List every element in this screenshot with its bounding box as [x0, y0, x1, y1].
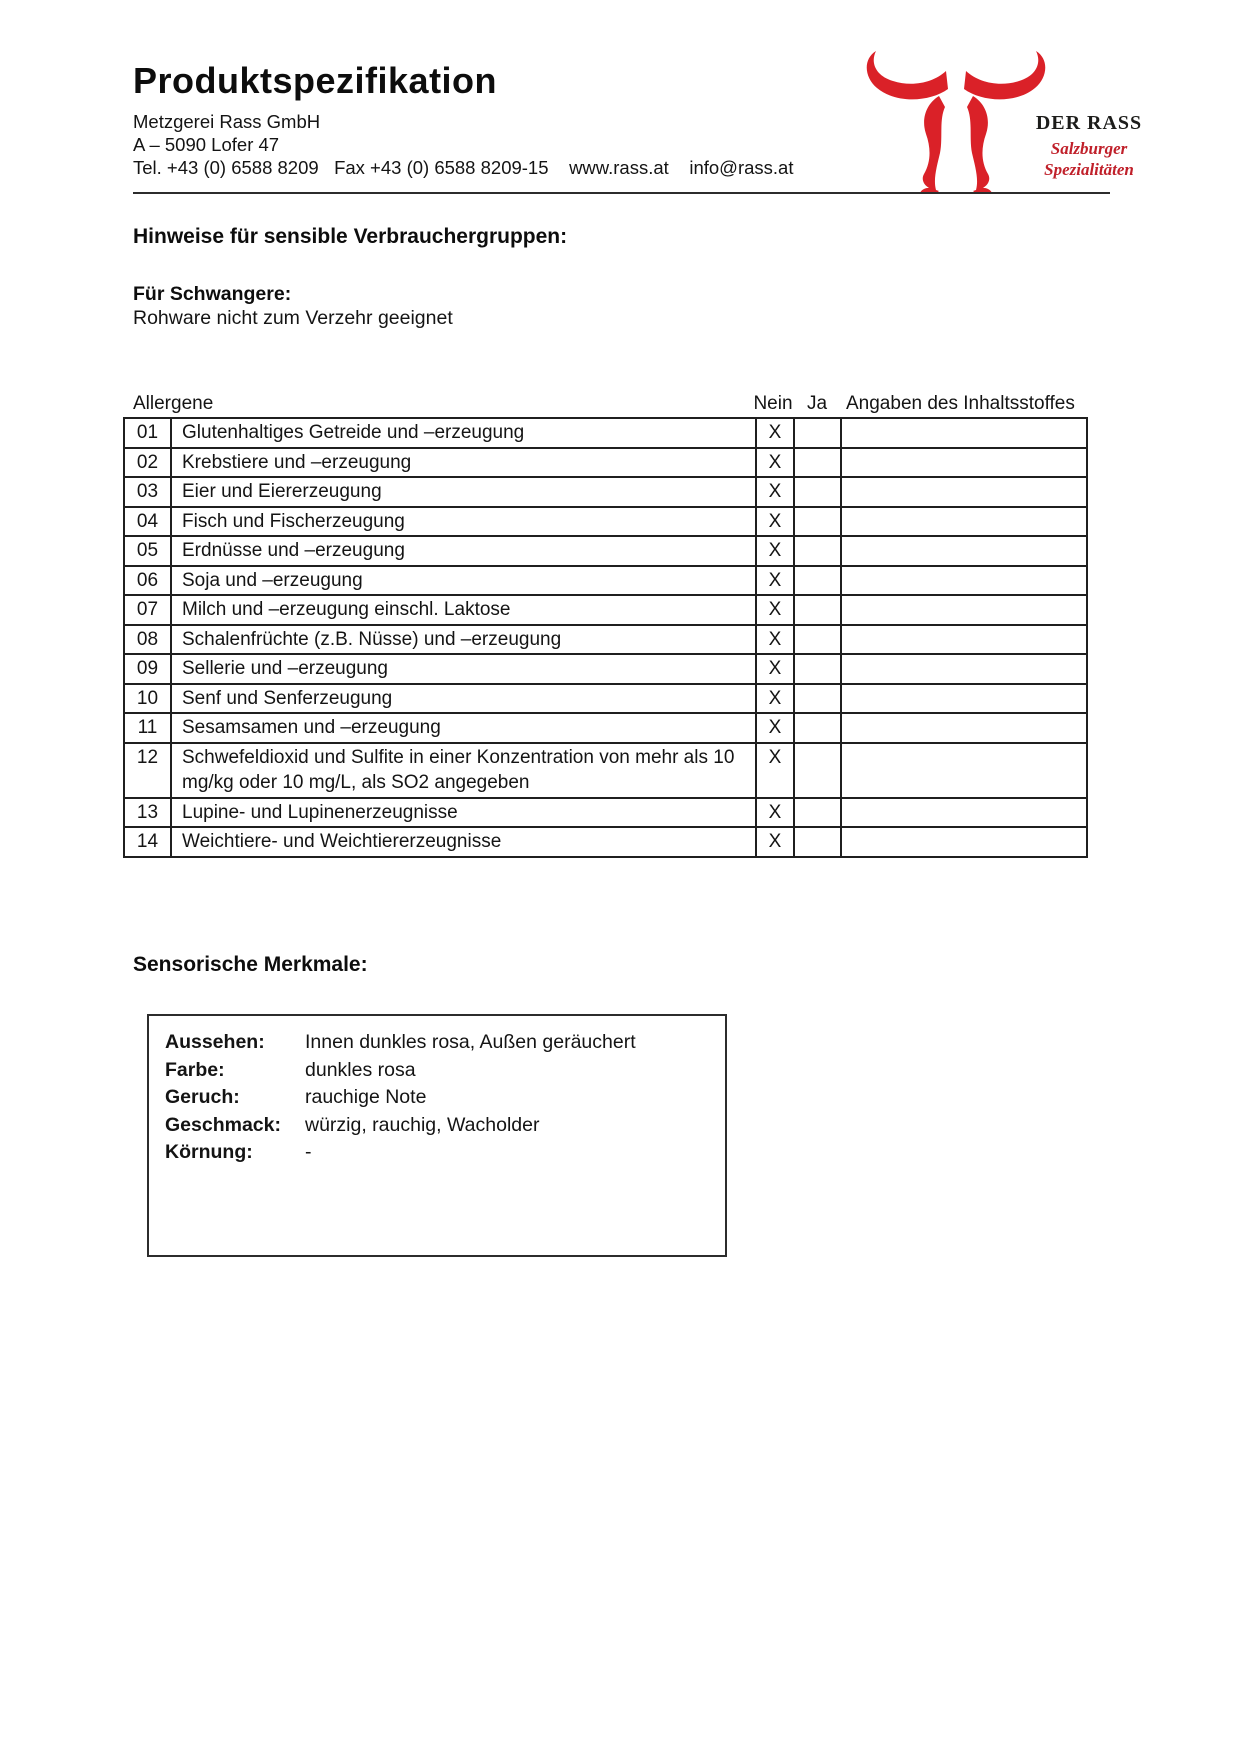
allergen-ja-cell: [794, 798, 841, 828]
allergen-name: Glutenhaltiges Getreide und –erzeugung: [171, 418, 756, 448]
sensory-label: Aussehen:: [165, 1031, 265, 1053]
allergen-row: [124, 566, 1087, 596]
logo-subtitle-2: Spezialitäten: [1044, 160, 1134, 179]
allergen-nein-cell: X: [756, 418, 794, 448]
allergen-nein-cell: X: [756, 507, 794, 537]
allergen-nein-cell: X: [756, 798, 794, 828]
allergen-row: [124, 507, 1087, 537]
sensory-row: [165, 1112, 715, 1140]
allergen-ja-cell: [794, 507, 841, 537]
allergen-number: 06: [124, 566, 171, 596]
sensory-row: [165, 1084, 715, 1112]
allergen-angaben-cell: [841, 448, 1087, 478]
allergen-number: 01: [124, 418, 171, 448]
allergen-row: [124, 713, 1087, 743]
header-divider: [133, 192, 1110, 194]
allergen-number: 07: [124, 595, 171, 625]
allergen-angaben-cell: [841, 654, 1087, 684]
allergen-number: 05: [124, 536, 171, 566]
allergen-number: 03: [124, 477, 171, 507]
allergen-nein-cell: X: [756, 625, 794, 655]
allergen-ja-cell: [794, 684, 841, 714]
allergen-nein-cell: X: [756, 566, 794, 596]
allergen-angaben-cell: [841, 507, 1087, 537]
sensory-value: Innen dunkles rosa, Außen geräuchert: [305, 1031, 636, 1053]
allergen-ja-cell: [794, 566, 841, 596]
allergen-number: 13: [124, 798, 171, 828]
allergen-angaben-cell: [841, 625, 1087, 655]
allergen-nein-cell: X: [756, 743, 794, 798]
allergen-table: [123, 417, 1088, 858]
allergen-angaben-cell: [841, 827, 1087, 857]
allergen-nein-cell: X: [756, 477, 794, 507]
allergen-name: Senf und Senferzeugung: [171, 684, 756, 714]
allergen-name: Weichtiere- und Weichtiererzeugnisse: [171, 827, 756, 857]
sensory-value: dunkles rosa: [305, 1058, 416, 1081]
sensory-label: Geruch:: [165, 1086, 240, 1108]
allergen-number: 14: [124, 827, 171, 857]
allergen-name: Fisch und Fischerzeugung: [171, 507, 756, 537]
allergen-ja-cell: [794, 536, 841, 566]
allergen-angaben-cell: [841, 798, 1087, 828]
allergen-angaben-cell: [841, 566, 1087, 596]
sensory-value: -: [305, 1141, 312, 1163]
allergen-nein-cell: X: [756, 654, 794, 684]
company-name: Metzgerei Rass GmbH: [133, 111, 321, 132]
allergen-name: Soja und –erzeugung: [171, 566, 756, 596]
allergen-ja-cell: [794, 827, 841, 857]
logo-subtitle-1: Salzburger: [1050, 139, 1128, 158]
col-header-angaben: Angaben des Inhaltsstoffes: [846, 393, 1075, 414]
sensory-label: Farbe:: [165, 1058, 225, 1081]
allergen-number: 12: [124, 743, 171, 798]
allergen-row: [124, 418, 1087, 448]
allergen-ja-cell: [794, 477, 841, 507]
allergen-angaben-cell: [841, 595, 1087, 625]
sensory-label: Geschmack:: [165, 1113, 281, 1136]
sensory-label: Körnung:: [165, 1141, 253, 1163]
sensory-row: [165, 1029, 715, 1057]
notice-heading: Hinweise für sensible Verbrauchergruppen:: [133, 225, 568, 248]
sensory-value: würzig, rauchig, Wacholder: [305, 1113, 540, 1136]
allergen-ja-cell: [794, 595, 841, 625]
allergen-angaben-cell: [841, 536, 1087, 566]
sensory-box: [147, 1014, 727, 1257]
allergen-row: [124, 827, 1087, 857]
allergen-angaben-cell: [841, 418, 1087, 448]
allergen-name: Milch und –erzeugung einschl. Laktose: [171, 595, 756, 625]
allergen-number: 08: [124, 625, 171, 655]
col-header-ja: Ja: [806, 393, 828, 414]
sensory-heading: Sensorische Merkmale:: [133, 953, 368, 976]
allergen-nein-cell: X: [756, 536, 794, 566]
allergen-number: 10: [124, 684, 171, 714]
sensory-row: [165, 1139, 715, 1167]
allergen-ja-cell: [794, 448, 841, 478]
company-contact: Tel. +43 (0) 6588 8209 Fax +43 (0) 6588 8209-15 www.rass.at info@rass.at: [133, 157, 794, 178]
allergen-ja-cell: [794, 743, 841, 798]
allergen-name: Schwefeldioxid und Sulfite in einer Konzentration von mehr als 10 mg/kg oder 10 mg/L, als SO2 angegeben: [171, 743, 756, 798]
allergen-row: [124, 743, 1087, 798]
sensory-value: rauchige Note: [305, 1086, 427, 1108]
allergen-nein-cell: X: [756, 448, 794, 478]
allergen-angaben-cell: [841, 743, 1087, 798]
allergen-name: Erdnüsse und –erzeugung: [171, 536, 756, 566]
allergen-row: [124, 595, 1087, 625]
allergen-name: Sellerie und –erzeugung: [171, 654, 756, 684]
allergen-row: [124, 654, 1087, 684]
sensory-row: [165, 1057, 715, 1085]
pregnant-text: Rohware nicht zum Verzehr geeignet: [133, 307, 453, 329]
allergen-row: [124, 448, 1087, 478]
logo-brand-name: DER RASS: [1035, 112, 1143, 134]
allergen-angaben-cell: [841, 684, 1087, 714]
allergen-nein-cell: X: [756, 827, 794, 857]
allergen-number: 11: [124, 713, 171, 743]
allergen-nein-cell: X: [756, 595, 794, 625]
allergen-angaben-cell: [841, 477, 1087, 507]
allergen-name: Eier und Eiererzeugung: [171, 477, 756, 507]
allergen-ja-cell: [794, 418, 841, 448]
allergen-row: [124, 477, 1087, 507]
allergen-ja-cell: [794, 713, 841, 743]
allergen-table-headers: [0, 393, 1240, 417]
allergen-number: 09: [124, 654, 171, 684]
allergen-name: Sesamsamen und –erzeugung: [171, 713, 756, 743]
pregnant-label: Für Schwangere:: [133, 283, 292, 305]
company-address: A – 5090 Lofer 47: [133, 134, 280, 155]
logo-text-block: [1005, 112, 1173, 180]
allergen-number: 04: [124, 507, 171, 537]
allergen-name: Schalenfrüchte (z.B. Nüsse) und –erzeugung: [171, 625, 756, 655]
allergen-row: [124, 798, 1087, 828]
allergen-name: Lupine- und Lupinenerzeugnisse: [171, 798, 756, 828]
allergen-name: Krebstiere und –erzeugung: [171, 448, 756, 478]
allergen-nein-cell: X: [756, 713, 794, 743]
allergen-ja-cell: [794, 654, 841, 684]
allergen-nein-cell: X: [756, 684, 794, 714]
col-header-nein: Nein: [753, 393, 793, 414]
page-title: Produktspezifikation: [133, 60, 498, 101]
allergen-row: [124, 684, 1087, 714]
allergen-angaben-cell: [841, 713, 1087, 743]
allergen-ja-cell: [794, 625, 841, 655]
allergen-row: [124, 536, 1087, 566]
allergen-number: 02: [124, 448, 171, 478]
col-header-allergene: Allergene: [133, 393, 214, 414]
allergen-row: [124, 625, 1087, 655]
